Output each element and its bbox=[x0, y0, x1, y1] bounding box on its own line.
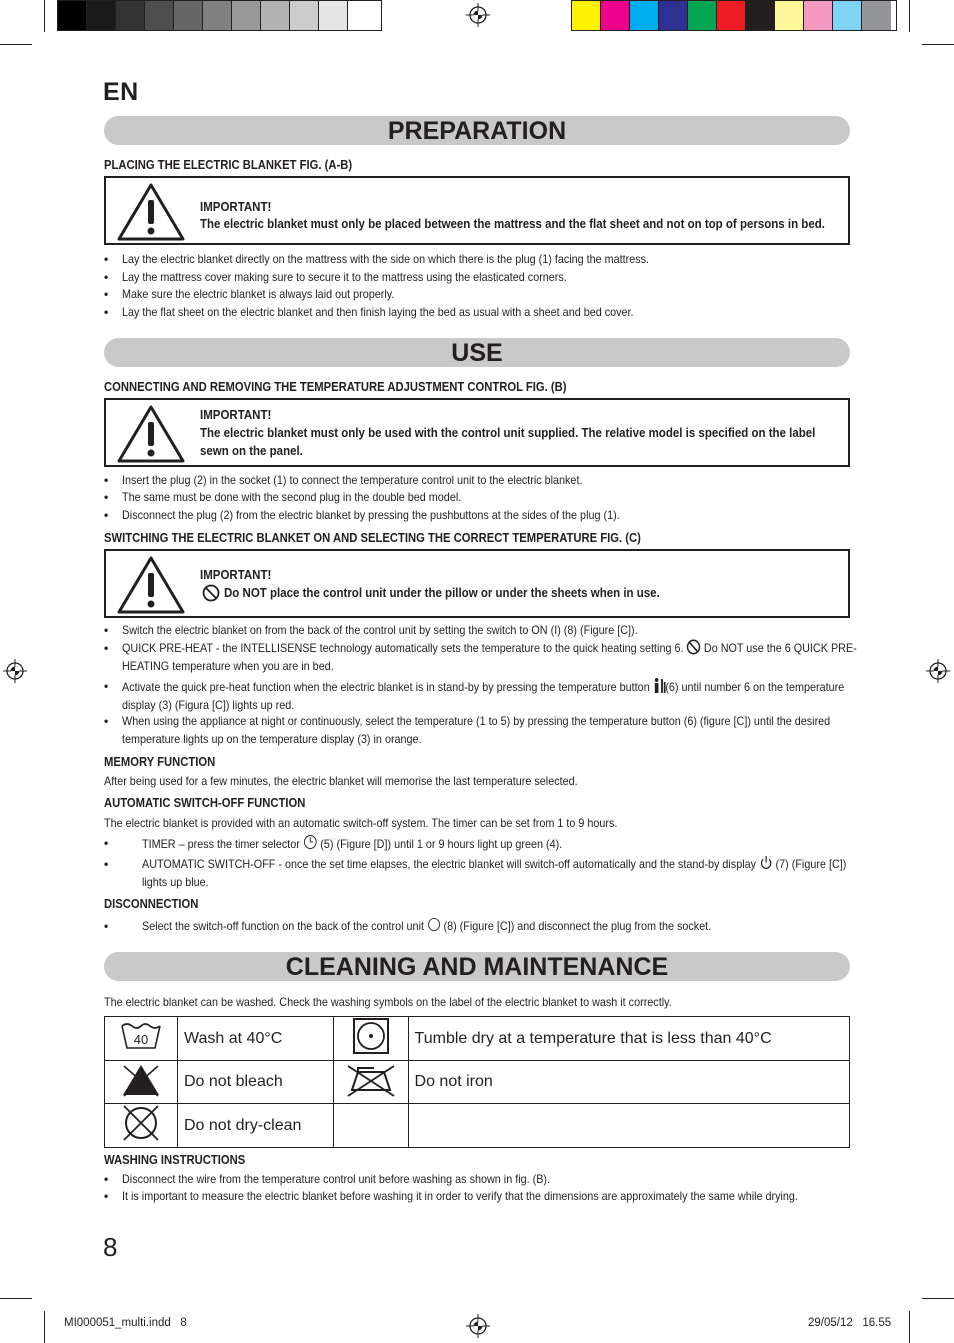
warning-triangle-icon bbox=[116, 555, 186, 615]
list-item: • QUICK PRE-HEAT - the INTELLISENSE technology automatically sets the temperature to the quick heating setting 6. Do NOT use the 6 QUICK PRE-HEATING temperature when you are in bed. bbox=[104, 641, 857, 673]
registration-mark-right-icon bbox=[926, 659, 950, 683]
wash-temperature-label: 40 bbox=[133, 1032, 149, 1047]
registration-mark-left-icon bbox=[3, 659, 27, 683]
important-text: Do NOT place the control unit under the pillow or under the sheets when in use. bbox=[224, 586, 660, 600]
important-label: IMPORTANT! bbox=[200, 200, 272, 214]
footer-date: 29/05/12 16.55 bbox=[808, 1317, 892, 1329]
color-swatch bbox=[145, 1, 174, 30]
color-swatch bbox=[261, 1, 290, 30]
important-label: IMPORTANT! bbox=[200, 408, 272, 422]
no-dry-clean-icon bbox=[120, 1104, 162, 1142]
important-box bbox=[104, 398, 850, 467]
list-item: • AUTOMATIC SWITCH-OFF - once the set time elapses, the electric blanket will switch-off automatically and the stand-by display (7) (Figure [C]) lights up blue. bbox=[104, 857, 847, 889]
crop-mark bbox=[0, 1298, 32, 1299]
table-row bbox=[105, 1017, 850, 1061]
color-swatch bbox=[688, 1, 717, 30]
important-box bbox=[104, 549, 850, 618]
standby-power-icon bbox=[759, 855, 773, 870]
crop-mark bbox=[44, 0, 45, 32]
list-item: • Insert the plug (2) in the socket (1) to connect the temperature control unit to the electric blanket. bbox=[104, 473, 583, 487]
color-bar bbox=[571, 0, 897, 31]
table-row bbox=[105, 1061, 850, 1104]
list-item: • Disconnect the wire from the temperature control unit before washing as shown in fig. (B). bbox=[104, 1172, 551, 1186]
prohibited-icon bbox=[202, 584, 220, 602]
crop-mark bbox=[909, 0, 910, 32]
crop-mark bbox=[909, 1311, 910, 1343]
table-cell: Tumble dry at a temperature that is less than 40°C bbox=[408, 1017, 849, 1061]
subsection-title: CONNECTING AND REMOVING THE TEMPERATURE ADJUSTMENT CONTROL FIG. (B) bbox=[104, 380, 567, 394]
timer-icon bbox=[303, 834, 317, 850]
color-swatch bbox=[87, 1, 116, 30]
table-cell bbox=[333, 1061, 408, 1104]
color-swatch bbox=[348, 1, 377, 30]
crop-mark bbox=[922, 1298, 954, 1299]
heading-disconnection: DISCONNECTION bbox=[104, 897, 199, 911]
crop-mark bbox=[44, 1311, 45, 1343]
important-box bbox=[104, 176, 850, 245]
important-text: The electric blanket must only be placed between the mattress and the flat sheet and not on top of persons in bed. bbox=[200, 217, 825, 231]
color-swatch bbox=[746, 1, 775, 30]
wash-tub-icon bbox=[119, 1020, 163, 1052]
color-swatch bbox=[572, 1, 601, 30]
section-title-cleaning: CLEANING AND MAINTENANCE bbox=[104, 952, 850, 981]
table-cell: Do not dry-clean bbox=[178, 1104, 334, 1148]
color-swatch bbox=[833, 1, 862, 30]
heading-auto-switch-off: AUTOMATIC SWITCH-OFF FUNCTION bbox=[104, 796, 306, 810]
list-item: • When using the appliance at night or continuously, select the temperature (1 to 5) by pressing the temperature button (6) (figure [C]) until the desired temperature lights up on the temperature display (3) in orange. bbox=[104, 714, 831, 746]
color-swatch bbox=[659, 1, 688, 30]
no-iron-icon bbox=[344, 1062, 398, 1098]
list-item: • TIMER – press the timer selector (5) (Figure [D]) until 1 or 9 hours light up green (4). bbox=[104, 836, 563, 851]
list-item: • Activate the quick pre-heat function when the electric blanket is in stand-by by pressing the temperature button (6) until number 6 on the temperature display (3) (Figura [C]) lights up red. bbox=[104, 679, 845, 712]
list-item: • Lay the flat sheet on the electric blanket and then finish laying the bed as usual with a sheet and bed cover. bbox=[104, 305, 634, 319]
color-swatch bbox=[203, 1, 232, 30]
registration-mark-top-icon bbox=[466, 3, 490, 27]
color-swatch bbox=[232, 1, 261, 30]
list-item: • It is important to measure the electric blanket before washing it in order to verify that the dimensions are approximately the same while drying. bbox=[104, 1189, 798, 1203]
table-cell bbox=[408, 1104, 849, 1148]
temperature-button-icon bbox=[653, 677, 666, 693]
tumble-dry-icon bbox=[352, 1017, 390, 1055]
list-item: • Switch the electric blanket on from the back of the control unit by setting the switch to ON (I) (8) (Figure [C]). bbox=[104, 623, 638, 637]
language-code: EN bbox=[103, 78, 139, 106]
list-item: • Select the switch-off function on the back of the control unit (8) (Figure [C]) and disconnect the plug from the socket. bbox=[104, 919, 712, 933]
washing-symbols-table bbox=[104, 1016, 850, 1148]
warning-triangle-icon bbox=[116, 182, 186, 242]
list-item: • Disconnect the plug (2) from the electric blanket by pressing the pushbuttons at the sides of the plug (1). bbox=[104, 508, 620, 522]
table-row bbox=[105, 1104, 850, 1148]
color-swatch bbox=[804, 1, 833, 30]
color-swatch bbox=[862, 1, 891, 30]
heading-memory-function: MEMORY FUNCTION bbox=[104, 755, 216, 769]
registration-mark-bottom-icon bbox=[466, 1314, 490, 1338]
table-cell: Do not bleach bbox=[178, 1061, 334, 1104]
subsection-title: PLACING THE ELECTRIC BLANKET FIG. (A-B) bbox=[104, 158, 353, 172]
color-swatch bbox=[290, 1, 319, 30]
color-swatch bbox=[630, 1, 659, 30]
cleaning-intro: The electric blanket can be washed. Check the washing symbols on the label of the electric blanket to wash it correctly. bbox=[104, 995, 672, 1009]
important-text: The electric blanket must only be used with the control unit supplied. The relative model is specified on the label sewn on the panel. bbox=[200, 426, 816, 458]
list-item: • Lay the electric blanket directly on the mattress with the side on which there is the plug (1) facing the mattress. bbox=[104, 252, 650, 266]
color-swatch bbox=[116, 1, 145, 30]
warning-triangle-icon bbox=[116, 404, 186, 464]
prohibited-icon bbox=[686, 639, 700, 655]
section-title-use: USE bbox=[104, 338, 850, 367]
color-swatch bbox=[775, 1, 804, 30]
table-cell: Wash at 40°C bbox=[178, 1017, 334, 1061]
crop-mark bbox=[0, 44, 32, 45]
table-cell: Do not iron bbox=[408, 1061, 849, 1104]
table-cell bbox=[105, 1104, 178, 1148]
subsection-title: SWITCHING THE ELECTRIC BLANKET ON AND SELECTING THE CORRECT TEMPERATURE FIG. (C) bbox=[104, 531, 641, 545]
color-swatch bbox=[174, 1, 203, 30]
crop-mark bbox=[922, 44, 954, 45]
color-swatch bbox=[58, 1, 87, 30]
page-number: 8 bbox=[103, 1232, 118, 1262]
list-item: • The same must be done with the second plug in the double bed model. bbox=[104, 490, 462, 504]
important-label: IMPORTANT! bbox=[200, 568, 272, 582]
color-swatch bbox=[717, 1, 746, 30]
table-cell bbox=[333, 1104, 408, 1148]
switch-off-circle-icon bbox=[427, 917, 441, 932]
section-title-preparation: PREPARATION bbox=[104, 116, 850, 145]
memory-text: After being used for a few minutes, the electric blanket will memorise the last temperature selected. bbox=[104, 774, 578, 788]
auto-switch-off-text: The electric blanket is provided with an automatic switch-off system. The timer can be set from 1 to 9 hours. bbox=[104, 816, 618, 830]
list-item: • Make sure the electric blanket is always laid out properly. bbox=[104, 287, 395, 301]
heading-washing-instructions: WASHING INSTRUCTIONS bbox=[104, 1153, 246, 1167]
table-cell bbox=[105, 1061, 178, 1104]
list-item: • Lay the mattress cover making sure to secure it to the mattress using the elasticated corners. bbox=[104, 270, 567, 284]
grey-color-bar bbox=[57, 0, 382, 31]
table-cell bbox=[105, 1017, 178, 1061]
no-bleach-icon bbox=[120, 1062, 162, 1098]
color-swatch bbox=[319, 1, 348, 30]
table-cell bbox=[333, 1017, 408, 1061]
footer-filename: MI000051_multi.indd 8 bbox=[64, 1317, 187, 1329]
color-swatch bbox=[601, 1, 630, 30]
